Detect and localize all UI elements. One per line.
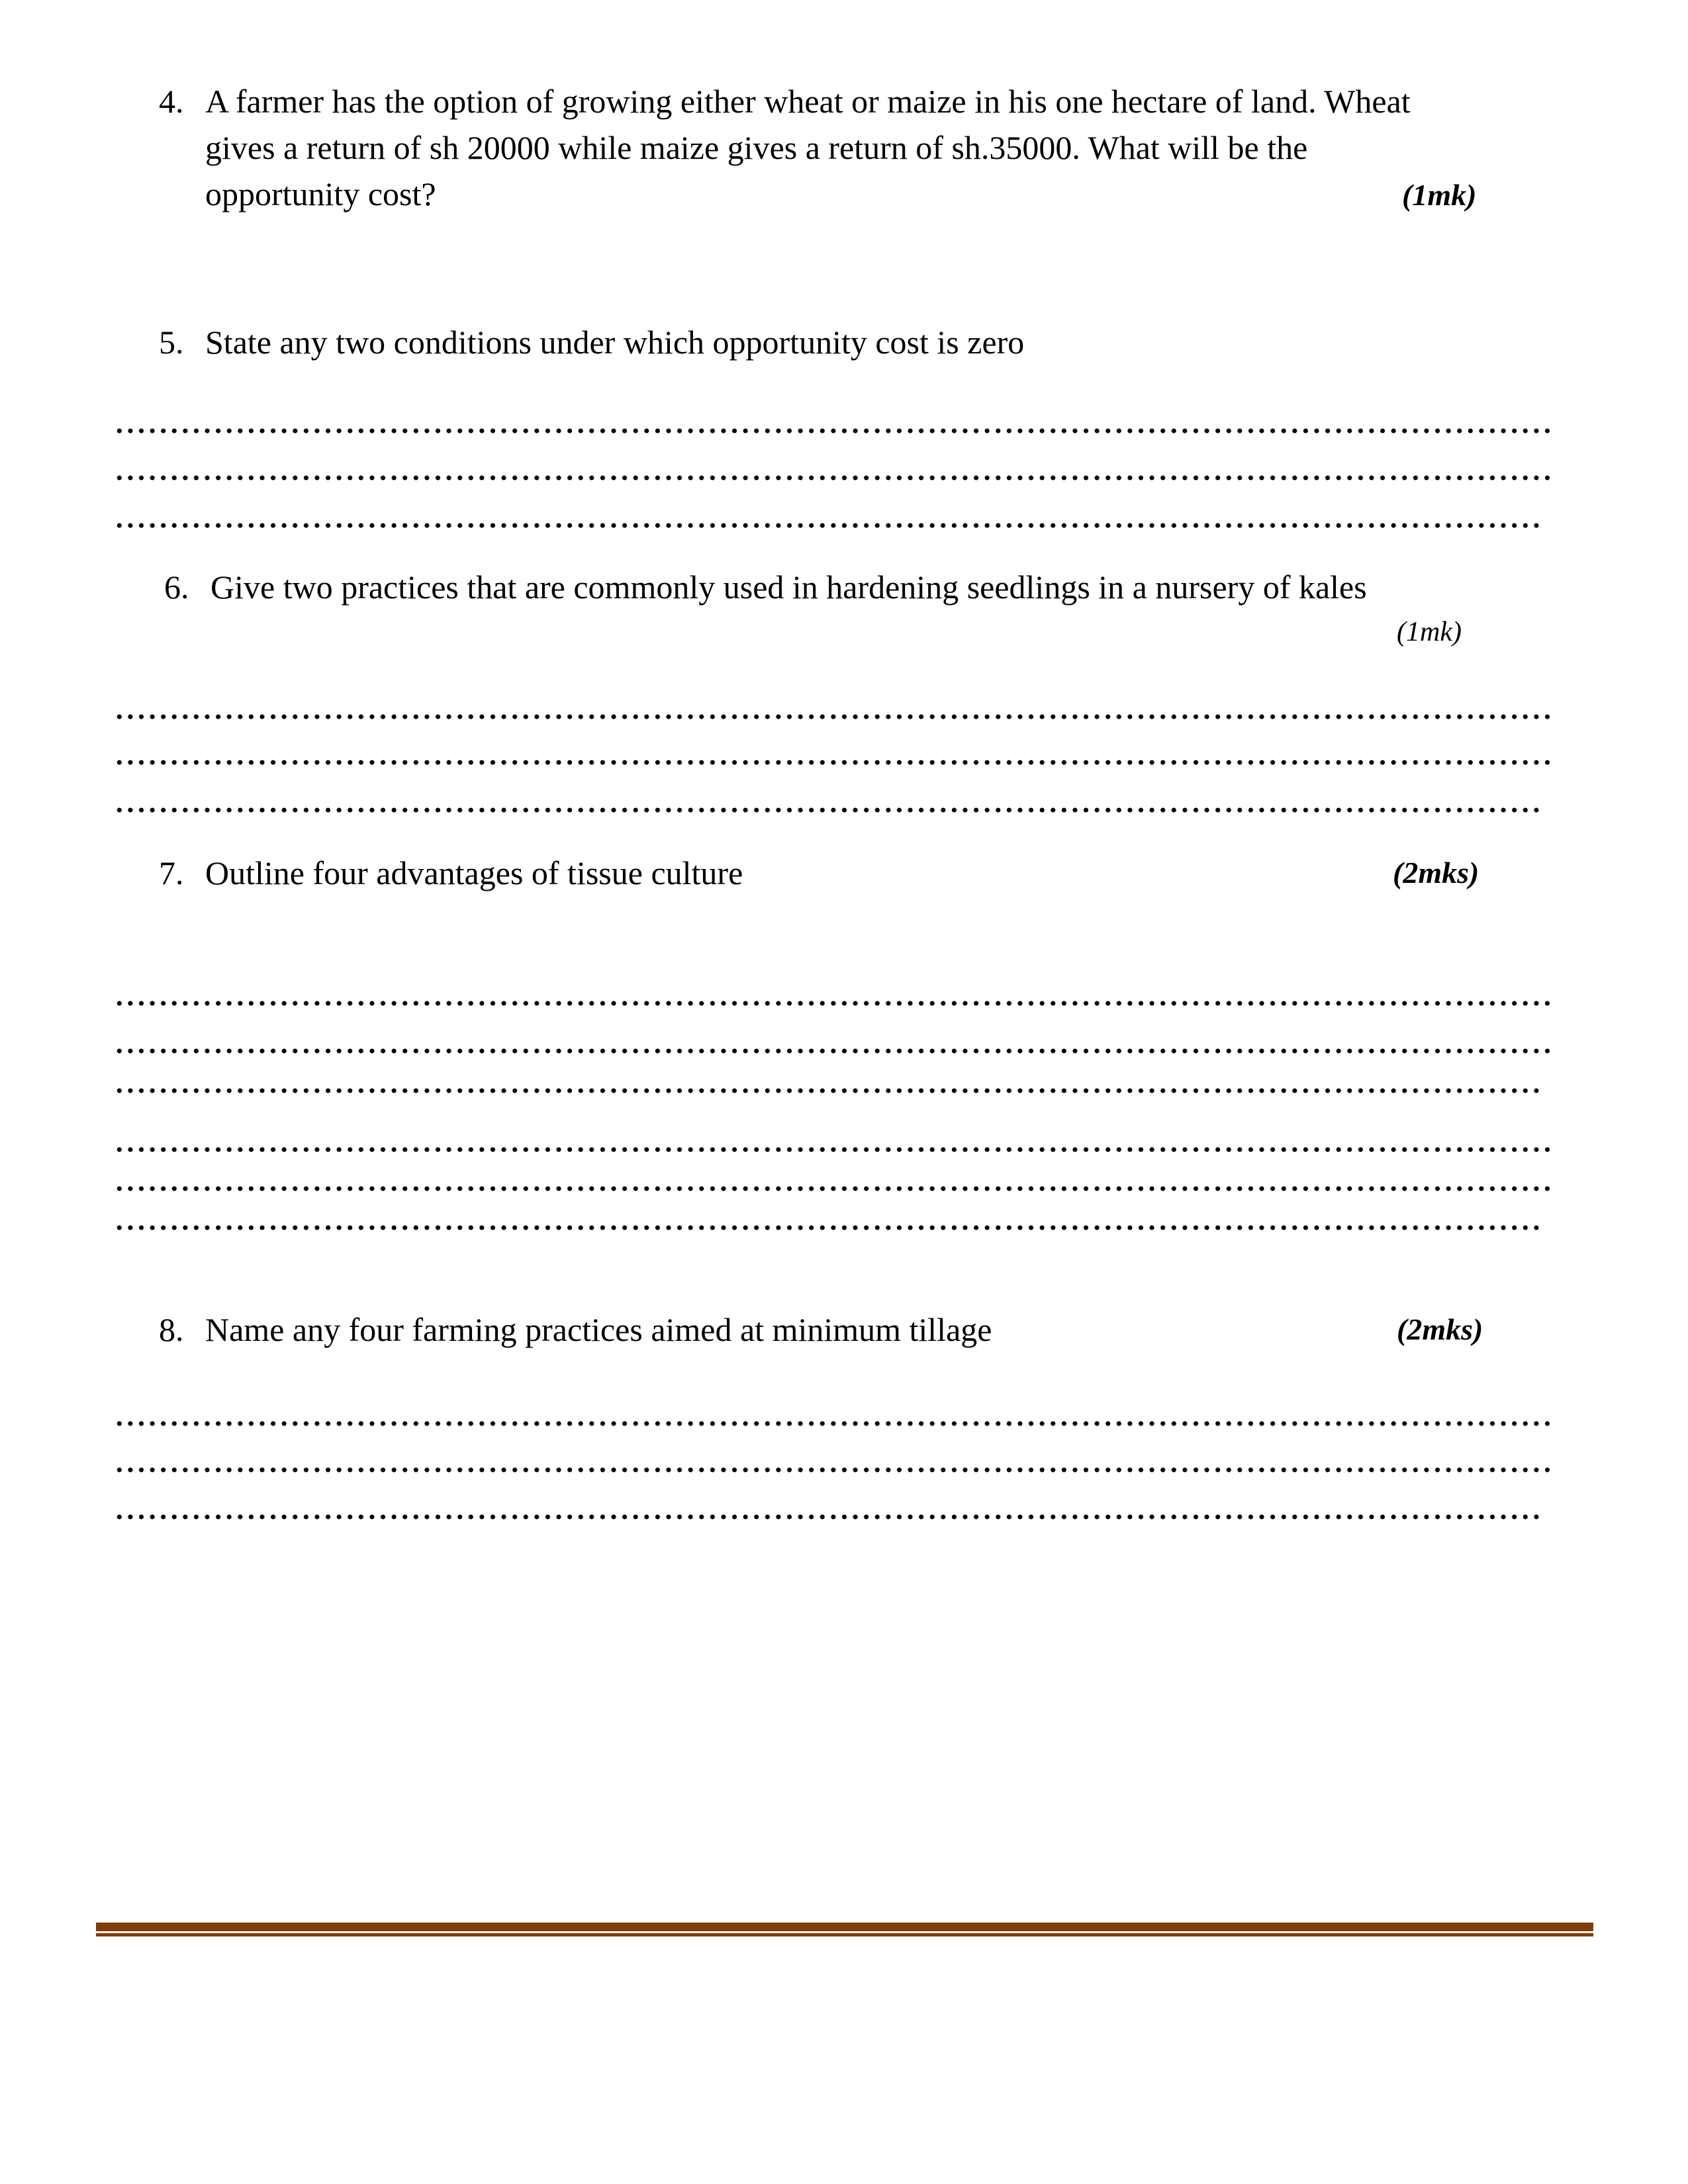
- question-4-line-2: [205, 124, 1307, 171]
- question-text: Outline four advantages of tissue culture: [205, 854, 743, 891]
- question-7: [159, 850, 743, 896]
- answer-line[interactable]: [114, 1416, 1553, 1432]
- question-text-line-1: A farmer has the option of growing either wheat or maize in his one hectare of land. Wheat: [205, 83, 1411, 120]
- question-text: State any two conditions under which opportunity cost is zero: [205, 324, 1025, 361]
- answer-line[interactable]: [114, 802, 1544, 818]
- answer-line[interactable]: [114, 754, 1553, 770]
- question-text: Name any four farming practices aimed at minimum tillage: [205, 1311, 992, 1348]
- question-text: Give two practices that are commonly used in hardening seedlings in a nursery of kales: [211, 569, 1367, 606]
- answer-line[interactable]: [114, 709, 1553, 725]
- footer-rule-thin: [96, 1933, 1593, 1936]
- answer-line[interactable]: [114, 1043, 1553, 1059]
- answer-line[interactable]: [114, 1509, 1544, 1525]
- answer-line[interactable]: [114, 1181, 1553, 1197]
- question-6: [164, 564, 1367, 610]
- question-text-line-2: gives a return of sh 20000 while maize gives a return of sh.35000. What will be the: [205, 129, 1308, 166]
- question-4-line-3: [205, 171, 436, 217]
- question-number: 6.: [164, 569, 189, 606]
- answer-line[interactable]: [114, 1142, 1553, 1158]
- question-number: 5.: [159, 324, 184, 361]
- question-text-line-3: opportunity cost?: [205, 175, 436, 212]
- question-number: 7.: [159, 854, 184, 891]
- marks-label: (1mk): [1402, 178, 1477, 212]
- marks-label: (2mks): [1393, 856, 1479, 889]
- answer-line[interactable]: [114, 1462, 1553, 1478]
- answer-line[interactable]: [114, 423, 1553, 439]
- question-number: 8.: [159, 1311, 184, 1348]
- marks-label: (2mks): [1397, 1312, 1483, 1346]
- answer-line[interactable]: [114, 995, 1553, 1011]
- footer-rule-thick: [96, 1923, 1593, 1931]
- question-5: [159, 319, 1024, 365]
- question-4: [159, 78, 1411, 124]
- marks-label: (1mk): [1397, 617, 1462, 647]
- question-number: 4.: [159, 83, 184, 120]
- question-8: [159, 1306, 992, 1353]
- answer-line[interactable]: [114, 1220, 1544, 1236]
- answer-line[interactable]: [114, 518, 1544, 533]
- answer-line[interactable]: [114, 1083, 1544, 1099]
- answer-line[interactable]: [114, 470, 1553, 486]
